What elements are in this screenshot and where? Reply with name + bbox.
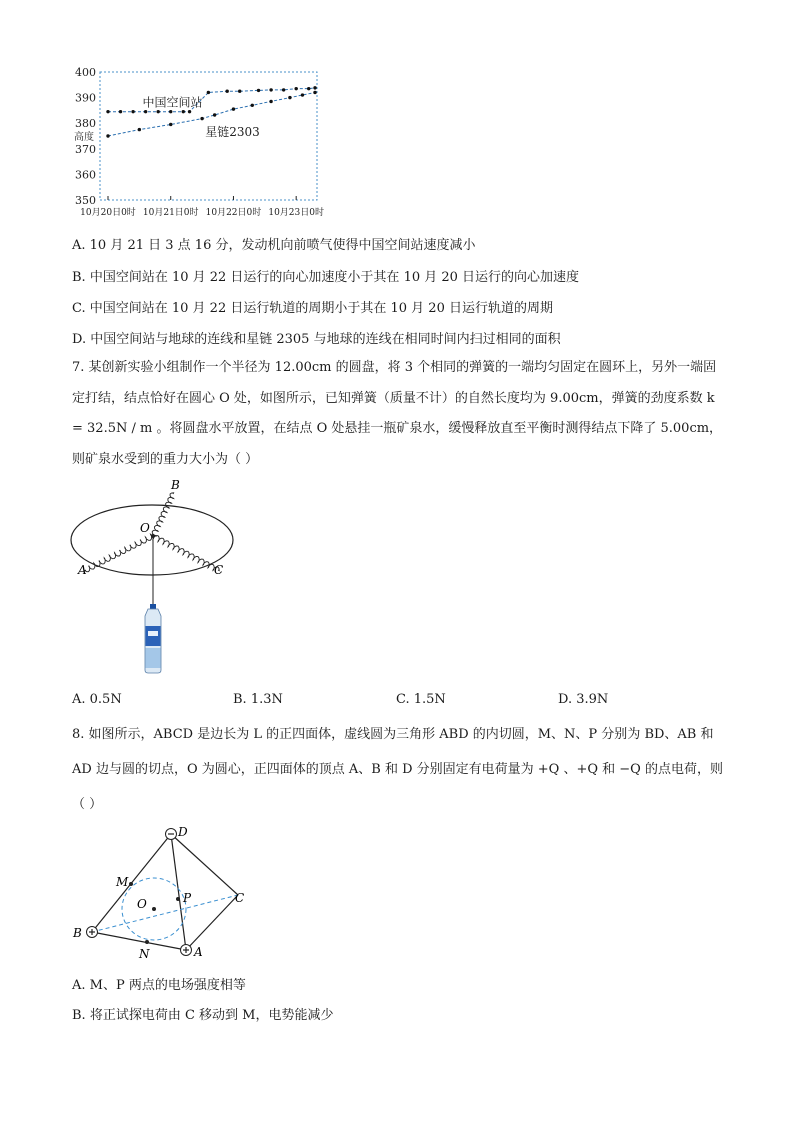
data-point xyxy=(182,110,185,113)
q7-option-d: D. 3.9N xyxy=(558,692,609,707)
data-point xyxy=(106,110,109,113)
q7-figure-disc-springs xyxy=(68,478,243,676)
point-o xyxy=(152,907,156,911)
y-tick-label: 360 xyxy=(75,168,96,182)
x-tick-label: 10月20日0时 xyxy=(80,208,136,218)
data-point xyxy=(313,86,316,89)
spring-oa xyxy=(85,534,153,571)
data-point xyxy=(294,87,297,90)
q8-option-a: A. M、P 两点的电场强度相等 xyxy=(72,978,246,993)
data-point xyxy=(251,104,254,107)
data-point xyxy=(131,110,134,113)
y-tick-label: 380 xyxy=(75,117,96,131)
label-o: O xyxy=(140,521,150,535)
label-a: A xyxy=(78,563,87,577)
q6-option-b: B. 中国空间站在 10 月 22 日运行的向心加速度小于其在 10 月 20 日运行的向心加速度 xyxy=(72,270,580,285)
label-d: D xyxy=(178,825,188,839)
data-point xyxy=(225,90,228,93)
q7-option-c: C. 1.5N xyxy=(396,692,446,707)
q7-option-a: A. 0.5N xyxy=(72,692,122,707)
point-p xyxy=(176,897,180,901)
q8-option-b: B. 将正试探电荷由 C 移动到 M，电势能减少 xyxy=(72,1008,334,1023)
data-point xyxy=(200,117,203,120)
y-axis-label: 高度 xyxy=(74,132,94,143)
y-tick-label: 370 xyxy=(75,142,96,156)
label-c: C xyxy=(235,891,245,905)
data-point xyxy=(169,110,172,113)
data-point xyxy=(169,123,172,126)
data-point xyxy=(138,128,141,131)
data-point xyxy=(119,110,122,113)
label-a: A xyxy=(194,945,203,959)
data-point xyxy=(257,89,260,92)
q7-stem: 7. 某创新实验小组制作一个半径为 12.00cm 的圆盘，将 3 个相同的弹簧的一端均匀固定在圆环上，另外一端固定打结，结点恰好在圆心 O 处，如图所示，已知弹簧（质量不计）的自然长度均为 9.00cm，弹簧的劲度系数 k = 32.5N / m 。将圆盘水平放置，在结点 O 处悬挂一瓶矿泉水，缓慢释放直至平衡时测得结点下降了 5.00cm，则矿泉水受到的重力大小为（ ） xyxy=(72,360,723,467)
x-tick-label: 10月22日0时 xyxy=(205,208,262,218)
q8-figure-tetrahedron xyxy=(70,822,260,962)
water-bottle-icon xyxy=(145,604,161,673)
q6-option-a: A. 10 月 21 日 3 点 16 分，发动机向前喷气使得中国空间站速度减小 xyxy=(72,238,476,253)
label-c: C xyxy=(214,563,224,577)
edge-bc xyxy=(92,895,238,932)
plus-charge-icon xyxy=(87,927,98,938)
edge-ac xyxy=(186,895,238,950)
data-point xyxy=(313,91,316,94)
x-tick-label: 10月21日0时 xyxy=(142,208,199,218)
data-point xyxy=(269,88,272,91)
data-point xyxy=(288,96,291,99)
spring-ob xyxy=(152,493,173,536)
y-tick-label: 350 xyxy=(75,194,96,207)
data-point xyxy=(207,91,210,94)
label-m: M xyxy=(116,875,129,889)
q6-option-d: D. 中国空间站与地球的连线和星链 2305 与地球的连线在相同时间内扫过相同的面积 xyxy=(72,332,561,347)
minus-charge-icon xyxy=(166,829,177,840)
q8-stem: 8. 如图所示，ABCD 是边长为 L 的正四面体，虚线圆为三角形 ABD 的内切圆，M、N、P 分别为 BD、AB 和 AD 边与圆的切点，O 为圆心，正四面体的顶点 A、B 和 D 分别固定有电荷量为 +Q 、+Q 和 −Q 的点电荷，则（ ） xyxy=(72,727,723,812)
q7-option-b: B. 1.3N xyxy=(233,692,283,707)
data-point xyxy=(156,110,159,113)
x-tick-label: 10月23日0时 xyxy=(268,208,325,218)
label-p: P xyxy=(183,891,192,905)
data-point xyxy=(232,107,235,110)
series-label-station: 中国空间站 xyxy=(142,95,203,110)
data-point xyxy=(269,100,272,103)
edge-dc xyxy=(171,834,238,895)
orbit-height-chart xyxy=(70,62,350,224)
plus-charge-icon xyxy=(181,945,192,956)
data-point xyxy=(144,110,147,113)
point-m xyxy=(129,882,133,886)
series-label-starlink: 星链2303 xyxy=(205,125,260,140)
y-tick-label: 390 xyxy=(75,91,96,105)
data-point xyxy=(238,90,241,93)
data-point xyxy=(106,134,109,137)
label-n: N xyxy=(139,947,150,961)
label-o: O xyxy=(137,897,147,911)
y-tick-label: 400 xyxy=(75,66,96,79)
point-n xyxy=(145,940,149,944)
data-point xyxy=(188,110,191,113)
data-point xyxy=(282,88,285,91)
q6-option-c: C. 中国空间站在 10 月 22 日运行轨道的周期小于其在 10 月 20 日运行轨道的周期 xyxy=(72,301,553,316)
data-point xyxy=(307,87,310,90)
label-b: B xyxy=(73,926,82,940)
data-point xyxy=(301,93,304,96)
label-b: B xyxy=(171,478,180,492)
spring-oc xyxy=(153,536,219,571)
data-point xyxy=(213,113,216,116)
